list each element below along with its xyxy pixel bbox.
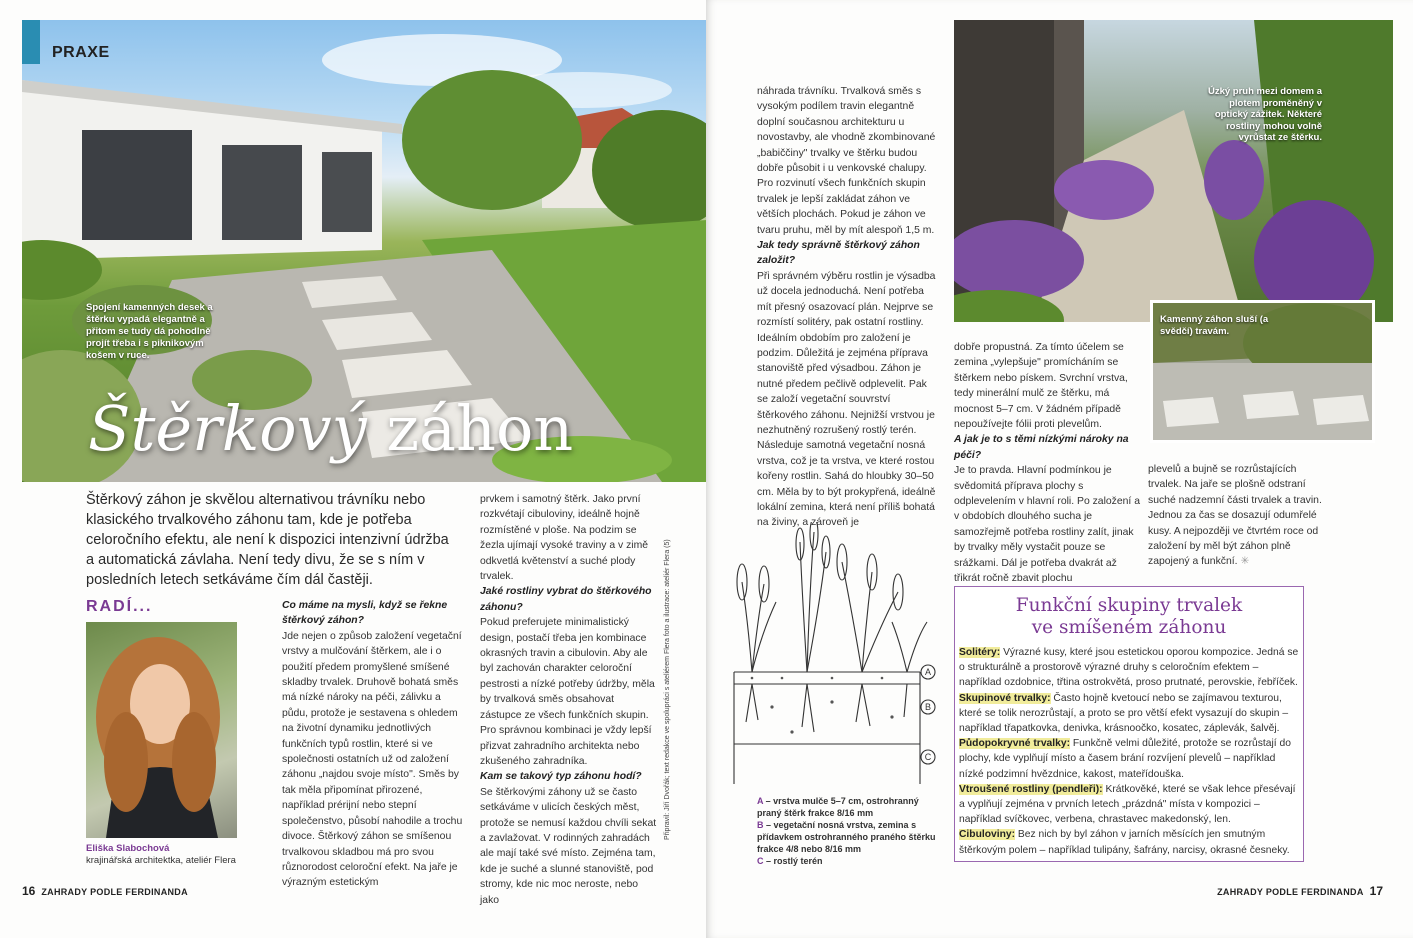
question-heading: Jak tedy správně štěrkový záhon založit? bbox=[757, 240, 920, 267]
text-column-3 bbox=[757, 84, 937, 531]
left-page bbox=[0, 0, 706, 938]
hero-caption: Spojení kamenných desek a štěrku vypadá elegantně a přitom se tudy dá pohodlně projít třeba i s piknikovým košem v ruce. bbox=[86, 302, 213, 361]
legend-item-a: A – vrstva mulče 5–7 cm, ostrohranný praný štěrk frakce 8/16 mm bbox=[757, 796, 919, 818]
end-mark: ✳ bbox=[1240, 556, 1250, 568]
text-column-1 bbox=[282, 598, 464, 891]
section-color-bar bbox=[22, 20, 40, 64]
layer-diagram bbox=[722, 522, 946, 790]
portrait-illustration bbox=[86, 622, 237, 838]
page-title bbox=[88, 392, 573, 465]
info-item: Skupinové trvalky: Často hojně kvetoucí nebo se zajímavou texturou, které se tolik nerozrůstají, a proto se pro větší efekt vysazují do skupin – například třapatkovka, denivka, krásnoočko, kosatec, záplevák, šalvěj. bbox=[959, 692, 1289, 735]
diagram-label-c: C bbox=[924, 752, 932, 762]
author-role: krajinářská architektka, ateliér Flera bbox=[86, 855, 236, 866]
title-rest: záhon bbox=[366, 392, 574, 465]
garden-strip-photo bbox=[954, 20, 1393, 322]
garden-strip-illustration bbox=[954, 20, 1393, 322]
info-item: Solitéry: Výrazné kusy, které jsou estetickou oporou kompozice. Jedná se o strukturálně a prostorově výrazné druhy s celoročním efektem – například ozdobnice, třtina ostrokvětá, proso prutnaté, perovskie, řebříček. bbox=[959, 647, 1299, 689]
info-item: Vtroušené rostliny (pendleři): Krátkověké, které se však lehce přesévají a vyplňují zejména v prvních letech „prázdná" místa v kompozici – například svíčkovec, verbena, chrastavec makedonský, len. bbox=[959, 783, 1296, 826]
diagram-legend bbox=[757, 795, 937, 867]
info-box bbox=[954, 586, 1304, 862]
info-item: Cibuloviny: Bez nich by byl záhon v jarních měsících jen smutným štěrkovým polem – například tulipány, šafrány, narcisy, okrasné česneky. bbox=[959, 829, 1290, 856]
paragraph: prvkem i samotný štěrk. Jako první rozkvétají cibuloviny, ideálně hojně rozmístěné v ploše. Na podzim se žezla ujímají vysoké traviny a v zimě odkvetlá květenství a suché plody trvalek. bbox=[480, 494, 649, 583]
legend-item-c: C – rostlý terén bbox=[757, 856, 823, 866]
lead-paragraph: Štěrkový záhon je skvělou alternativou trávníku nebo klasického trvalkového záhonu tam, kde je potřeba celoročního efektu, ale není k dispozici intenzivní údržba a automatická závlaha. Není tedy divu, že se s ním v posledních letech setkáváme čím dál častěji. bbox=[86, 492, 449, 588]
title-italic: Štěrkový bbox=[88, 392, 367, 465]
legend-item-b: B – vegetační nosná vrstva, zemina s přídavkem ostrohranného praného štěrku frakce 4/8 nebo 8/16 mm bbox=[757, 820, 936, 854]
question-heading: Kam se takový typ záhonu hodí? bbox=[480, 771, 642, 783]
text-column-2 bbox=[480, 492, 658, 908]
photo-caption-strip: Úzký pruh mezi domem a plotem proměněný v optický zážitek. Některé rostliny mohou volně vyrůstat ze štěrku. bbox=[1207, 86, 1322, 143]
magazine-name: ZAHRADY PODLE FERDINANDA bbox=[41, 887, 188, 897]
photo-credit: Připravil: Jiří Dvořák; text redakce ve spolupráci s ateliérem Flera foto a ilustrace: ateliér Flera (5) bbox=[664, 539, 671, 840]
question-heading: A jak je to s těmi nízkými nároky na péči? bbox=[954, 434, 1129, 461]
text-column-5 bbox=[1148, 462, 1328, 570]
magazine-name: ZAHRADY PODLE FERDINANDA bbox=[1217, 887, 1364, 897]
paragraph: Pokud preferujete minimalistický design, postačí třeba jen kombinace okrasných travin a cibulovin. Aby ale byl zachován charakter celoroční pestrosti a nízké potřeby údržby, měla by trvalková směs obsahovat zástupce ze všech funkčních skupin. Pro správnou kombinaci je vždy lepší přizvat zahradního architekta nebo zkušeného zahradníka. bbox=[480, 617, 655, 767]
radi-label: RADÍ... bbox=[86, 598, 153, 615]
page-number: 17 bbox=[1369, 884, 1383, 898]
text-column-4 bbox=[954, 340, 1140, 587]
footer-right bbox=[1217, 884, 1383, 898]
paragraph: Se štěrkovými záhony už se často setkáváme v ulicích českých měst, protože se nemusí každou chvíli sekat a zavlažovat. V rodinných zahradách ale mají také své místo. Zejména tam, kde je suché a slunné stanoviště, pod stromy, kde nic moc neroste, nebo jako bbox=[480, 786, 657, 906]
page-number: 16 bbox=[22, 884, 36, 898]
photo-caption-stone: Kamenný záhon sluší (a svědčí) travám. bbox=[1160, 314, 1269, 337]
question-heading: Co máme na mysli, když se řekne štěrkový záhon? bbox=[282, 600, 448, 627]
author-name: Eliška Slabochová bbox=[86, 843, 170, 854]
diagram-label-b: B bbox=[924, 702, 932, 712]
question-heading: Jaké rostliny vybrat do štěrkového záhonu? bbox=[480, 586, 652, 613]
paragraph: Při správném výběru rostlin je výsadba už docela jednoduchá. Není potřeba mít přesný osazovací plán. Nejprve se rozmístí solitéry, pak ostatní rostliny. Ideálním obdobím pro založení je podzim. Důležitá je zejména příprava stanoviště před výsadbou. Záhon je nutné předem pečlivě odplevelit. Pak se založí vegetační souvrství štěrkového záhonu. Nejnižší vrstvou je nezhutněný rozrušený rostlý terén. Následuje samotná vegetační nosná vrstva, což je ta vrstva, ve které rostou kořeny rostlin. Sahá do hloubky 30–50 cm. Měla by to být prokypřená, ideálně lokální zemina, která není příliš bohatá na živiny, a zároveň je bbox=[757, 270, 936, 529]
section-label: PRAXE bbox=[52, 44, 110, 61]
paragraph: dobře propustná. Za tímto účelem se zemina „vylepšuje" promícháním se štěrkem nebo pískem. Svrchní vrstva, tedy minerální mulč ze štěrku, má mocnost 5–7 cm. V žádném případě nepoužívejte fólii proti plevelům. bbox=[954, 342, 1128, 431]
paragraph: náhrada trávníku. Trvalková směs s vysokým podílem travin elegantně doplní současnou architekturu u novostavby, ale vhodně zkombinované „babiččiny" trvalky ve štěrku budou dobře působit i u venkovské chalupy. Pro rozvinutí všech funkčních skupin trvalek je lepší zakládat záhon ve větších plochách. Pokud je záhon ve tvaru pruhu, měl by mít alespoň 1,5 m. bbox=[757, 86, 936, 236]
hero-photo bbox=[22, 20, 707, 482]
paragraph: Je to pravda. Hlavní podmínkou je svědomitá příprava plochy s odplevelením v hlavní roli. Po založení a v obdobích dlouhého sucha je samozřejmě potřeba rostliny zalít, jinak by trvalky měly vystačit pouze se srážkami. Dál je potřeba dvakrát až třikrát ročně zbavit plochu bbox=[954, 465, 1140, 585]
paragraph: Jde nejen o způsob založení vegetační vrstvy a mulčování štěrkem, ale i o použití předem promyšlené smíšené skladby trvalek. Druhově bohatá směs má nízké nároky na péči, zálivku a půdu, protože je sestavena s ohledem na životní dynamiku jednotlivých funkčních typů rostlin, které si ve společnosti ostatních už od založení záhonu „najdou svoje místo". Směs by tak měla připomínat přirozené, například prérijní nebo stepní společenstvo, působí nahodile a trochu divoce. Štěrkový záhon se smíšenou trvalkovou skladbou má pro svou různorodost celoroční efekt. Na jaře je výrazným estetickým bbox=[282, 630, 463, 889]
info-box-body bbox=[959, 645, 1299, 858]
info-box-title: Funkční skupiny trvalek ve smíšeném záhonu bbox=[1015, 595, 1243, 638]
paragraph-text: plevelů a bujně se rozrůstajících trvalek. Na jaře se plošně odstraní suché nadzemní části trvalek a travin. Jednou za čas se dosazují odumřelé kusy. A nejpozději ve čtvrtém roce od založení by měl být záhon plně zapojený a funkční. bbox=[1148, 464, 1322, 568]
paragraph bbox=[1148, 462, 1328, 570]
layer-diagram-drawing bbox=[722, 522, 946, 790]
diagram-label-a: A bbox=[924, 667, 932, 677]
footer-left bbox=[22, 884, 188, 898]
author-portrait bbox=[86, 622, 237, 838]
info-item: Půdopokryvné trvalky: Funkčně velmi důležité, protože se rozrůstají do plochy, kde vyplňují místo a časem brání rozvíjení plevelů – například nízké podzimní hvězdnice, kakost, mateřídouška. bbox=[959, 738, 1291, 780]
